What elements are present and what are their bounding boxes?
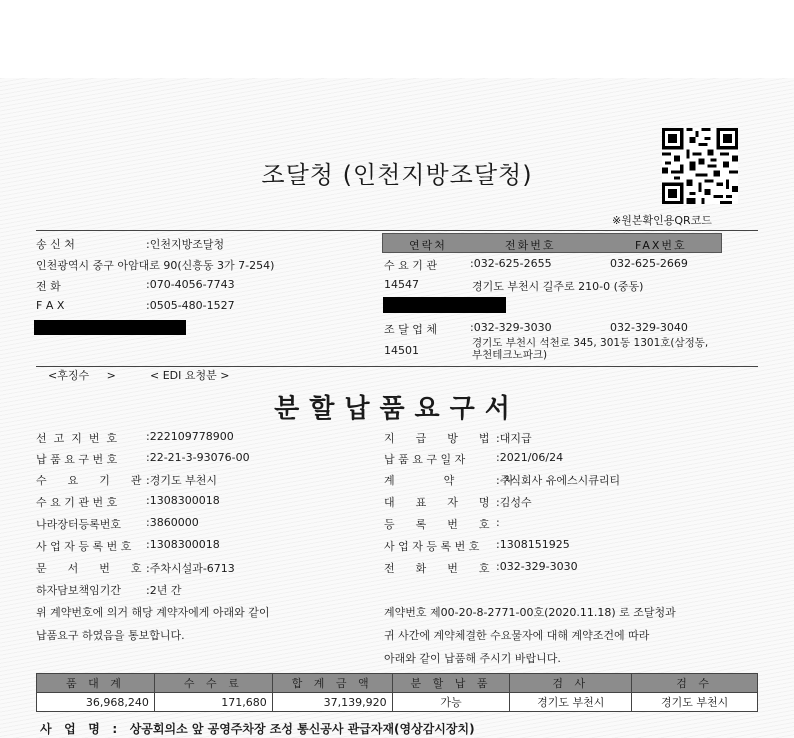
- field-label: 하자담보책임기간: [36, 584, 122, 597]
- collection-label: <후징수 >: [48, 369, 116, 382]
- field-label: 등 록 번 호: [384, 518, 490, 531]
- sender-phone: :070-4056-7743: [146, 278, 235, 291]
- demand-agency-fax: 032-625-2669: [610, 257, 688, 270]
- field-value: :주차시설과-6713: [146, 562, 235, 575]
- contact-header-phone: 전화번호: [505, 239, 556, 252]
- middle-divider: [36, 366, 758, 367]
- field-label: 납 품 요 구 일 자: [384, 453, 466, 466]
- field-value: :1308300018: [146, 494, 220, 507]
- notice-left-line: 위 계약번호에 의거 해당 계약자에게 아래와 같이: [36, 606, 270, 619]
- summary-header-row: [37, 674, 758, 693]
- field-label: 수 요 기 관 번 호: [36, 496, 118, 509]
- sender-fax: :0505-480-1527: [146, 299, 235, 312]
- field-value: :: [496, 516, 500, 529]
- field-label: 선 고 지 번 호: [36, 432, 118, 445]
- summary-header: 검 수: [632, 674, 758, 693]
- field-value: :222109778900: [146, 430, 234, 443]
- sender-fax-label: F A X: [36, 299, 65, 312]
- field-label: 문 서 번 호: [36, 562, 142, 575]
- field-value: :2년 간: [146, 584, 182, 597]
- summary-cell: 가능: [392, 693, 510, 712]
- summary-cell: 171,680: [154, 693, 272, 712]
- supplier-address: 경기도 부천시 석천로 345, 301동 1301호(삼정동, 부천테크노파크): [472, 337, 709, 361]
- field-label: 수 요 기 관: [36, 474, 142, 487]
- demand-agency-label: 수 요 기 관: [384, 259, 437, 272]
- supplier-phone: :032-329-3030: [470, 321, 552, 334]
- supplier-zip: 14501: [384, 344, 419, 357]
- field-value: :경기도 부천시: [146, 474, 217, 487]
- redacted-block: [34, 320, 186, 335]
- contact-header: [382, 233, 722, 253]
- summary-table: [36, 673, 758, 712]
- field-value: :2021/06/24: [496, 451, 564, 464]
- field-label: 계 약 자: [384, 474, 514, 487]
- notice-right-line: 계약번호 제00-20-8-2771-00호(2020.11.18) 로 조달청과: [384, 606, 676, 619]
- field-value: :1308300018: [146, 538, 220, 551]
- redacted-block: [383, 297, 506, 313]
- field-label: 지 급 방 법: [384, 432, 490, 445]
- demand-agency-address: 경기도 부천시 길주로 210-0 (중동): [472, 280, 644, 293]
- supplier-label: 조 달 업 체: [384, 323, 437, 336]
- field-label: 전 화 번 호: [384, 562, 490, 575]
- qr-code-icon: [662, 128, 738, 204]
- field-value: :3860000: [146, 516, 199, 529]
- contact-header-label: 연락처: [409, 239, 447, 252]
- sender-address: 인천광역시 중구 아암대로 90(신흥동 3가 7-254): [36, 259, 275, 272]
- summary-cell: 36,968,240: [37, 693, 155, 712]
- field-value: :김성수: [496, 496, 532, 509]
- notice-right-line: 아래와 같이 납품해 주시기 바랍니다.: [384, 652, 561, 665]
- field-value: :대지급: [496, 432, 532, 445]
- field-label: 납 품 요 구 번 호: [36, 453, 118, 466]
- agency-title: 조달청 (인천지방조달청): [261, 161, 533, 189]
- summary-cell: 경기도 부천시: [632, 693, 758, 712]
- main-title: 분할납품요구서: [274, 394, 520, 424]
- demand-agency-phone: :032-625-2655: [470, 257, 552, 270]
- project-name: 사 업 명 : 상공회의소 앞 공영주차장 조성 통신공사 관급자재(영상감시장치): [40, 722, 475, 736]
- field-label: 사 업 자 등 록 번 호: [36, 540, 132, 553]
- summary-row: [37, 693, 758, 712]
- summary-header: 합 계 금 액: [272, 674, 392, 693]
- sender-phone-label: 전 화: [36, 280, 61, 293]
- field-value: :032-329-3030: [496, 560, 578, 573]
- summary-header: 분 할 납 품: [392, 674, 510, 693]
- summary-header: 품 대 계: [37, 674, 155, 693]
- field-value: :1308151925: [496, 538, 570, 551]
- field-label: 사 업 자 등 록 번 호: [384, 540, 480, 553]
- qr-caption: ※원본확인용QR코드: [612, 214, 712, 227]
- summary-cell: 37,139,920: [272, 693, 392, 712]
- summary-cell: 경기도 부천시: [510, 693, 632, 712]
- edi-label: < EDI 요청분 >: [150, 369, 230, 382]
- sender-label: 송 신 처: [36, 238, 75, 251]
- notice-right-line: 귀 사간에 계약체결한 수요물자에 대해 계약조건에 따라: [384, 629, 650, 642]
- demand-agency-zip: 14547: [384, 278, 419, 291]
- field-label: 나라장터등록번호: [36, 518, 122, 531]
- notice-left-line: 납품요구 하였음을 통보합니다.: [36, 629, 185, 642]
- summary-header: 검 사: [510, 674, 632, 693]
- summary-header: 수 수 료: [154, 674, 272, 693]
- field-value: :22-21-3-93076-00: [146, 451, 250, 464]
- sender-value: :인천지방조달청: [146, 238, 225, 251]
- contact-header-fax: FAX번호: [635, 239, 687, 252]
- supplier-fax: 032-329-3040: [610, 321, 688, 334]
- top-divider: [36, 230, 758, 231]
- field-value: :주식회사 유에스시큐리티: [496, 474, 621, 487]
- field-label: 대 표 자 명: [384, 496, 490, 509]
